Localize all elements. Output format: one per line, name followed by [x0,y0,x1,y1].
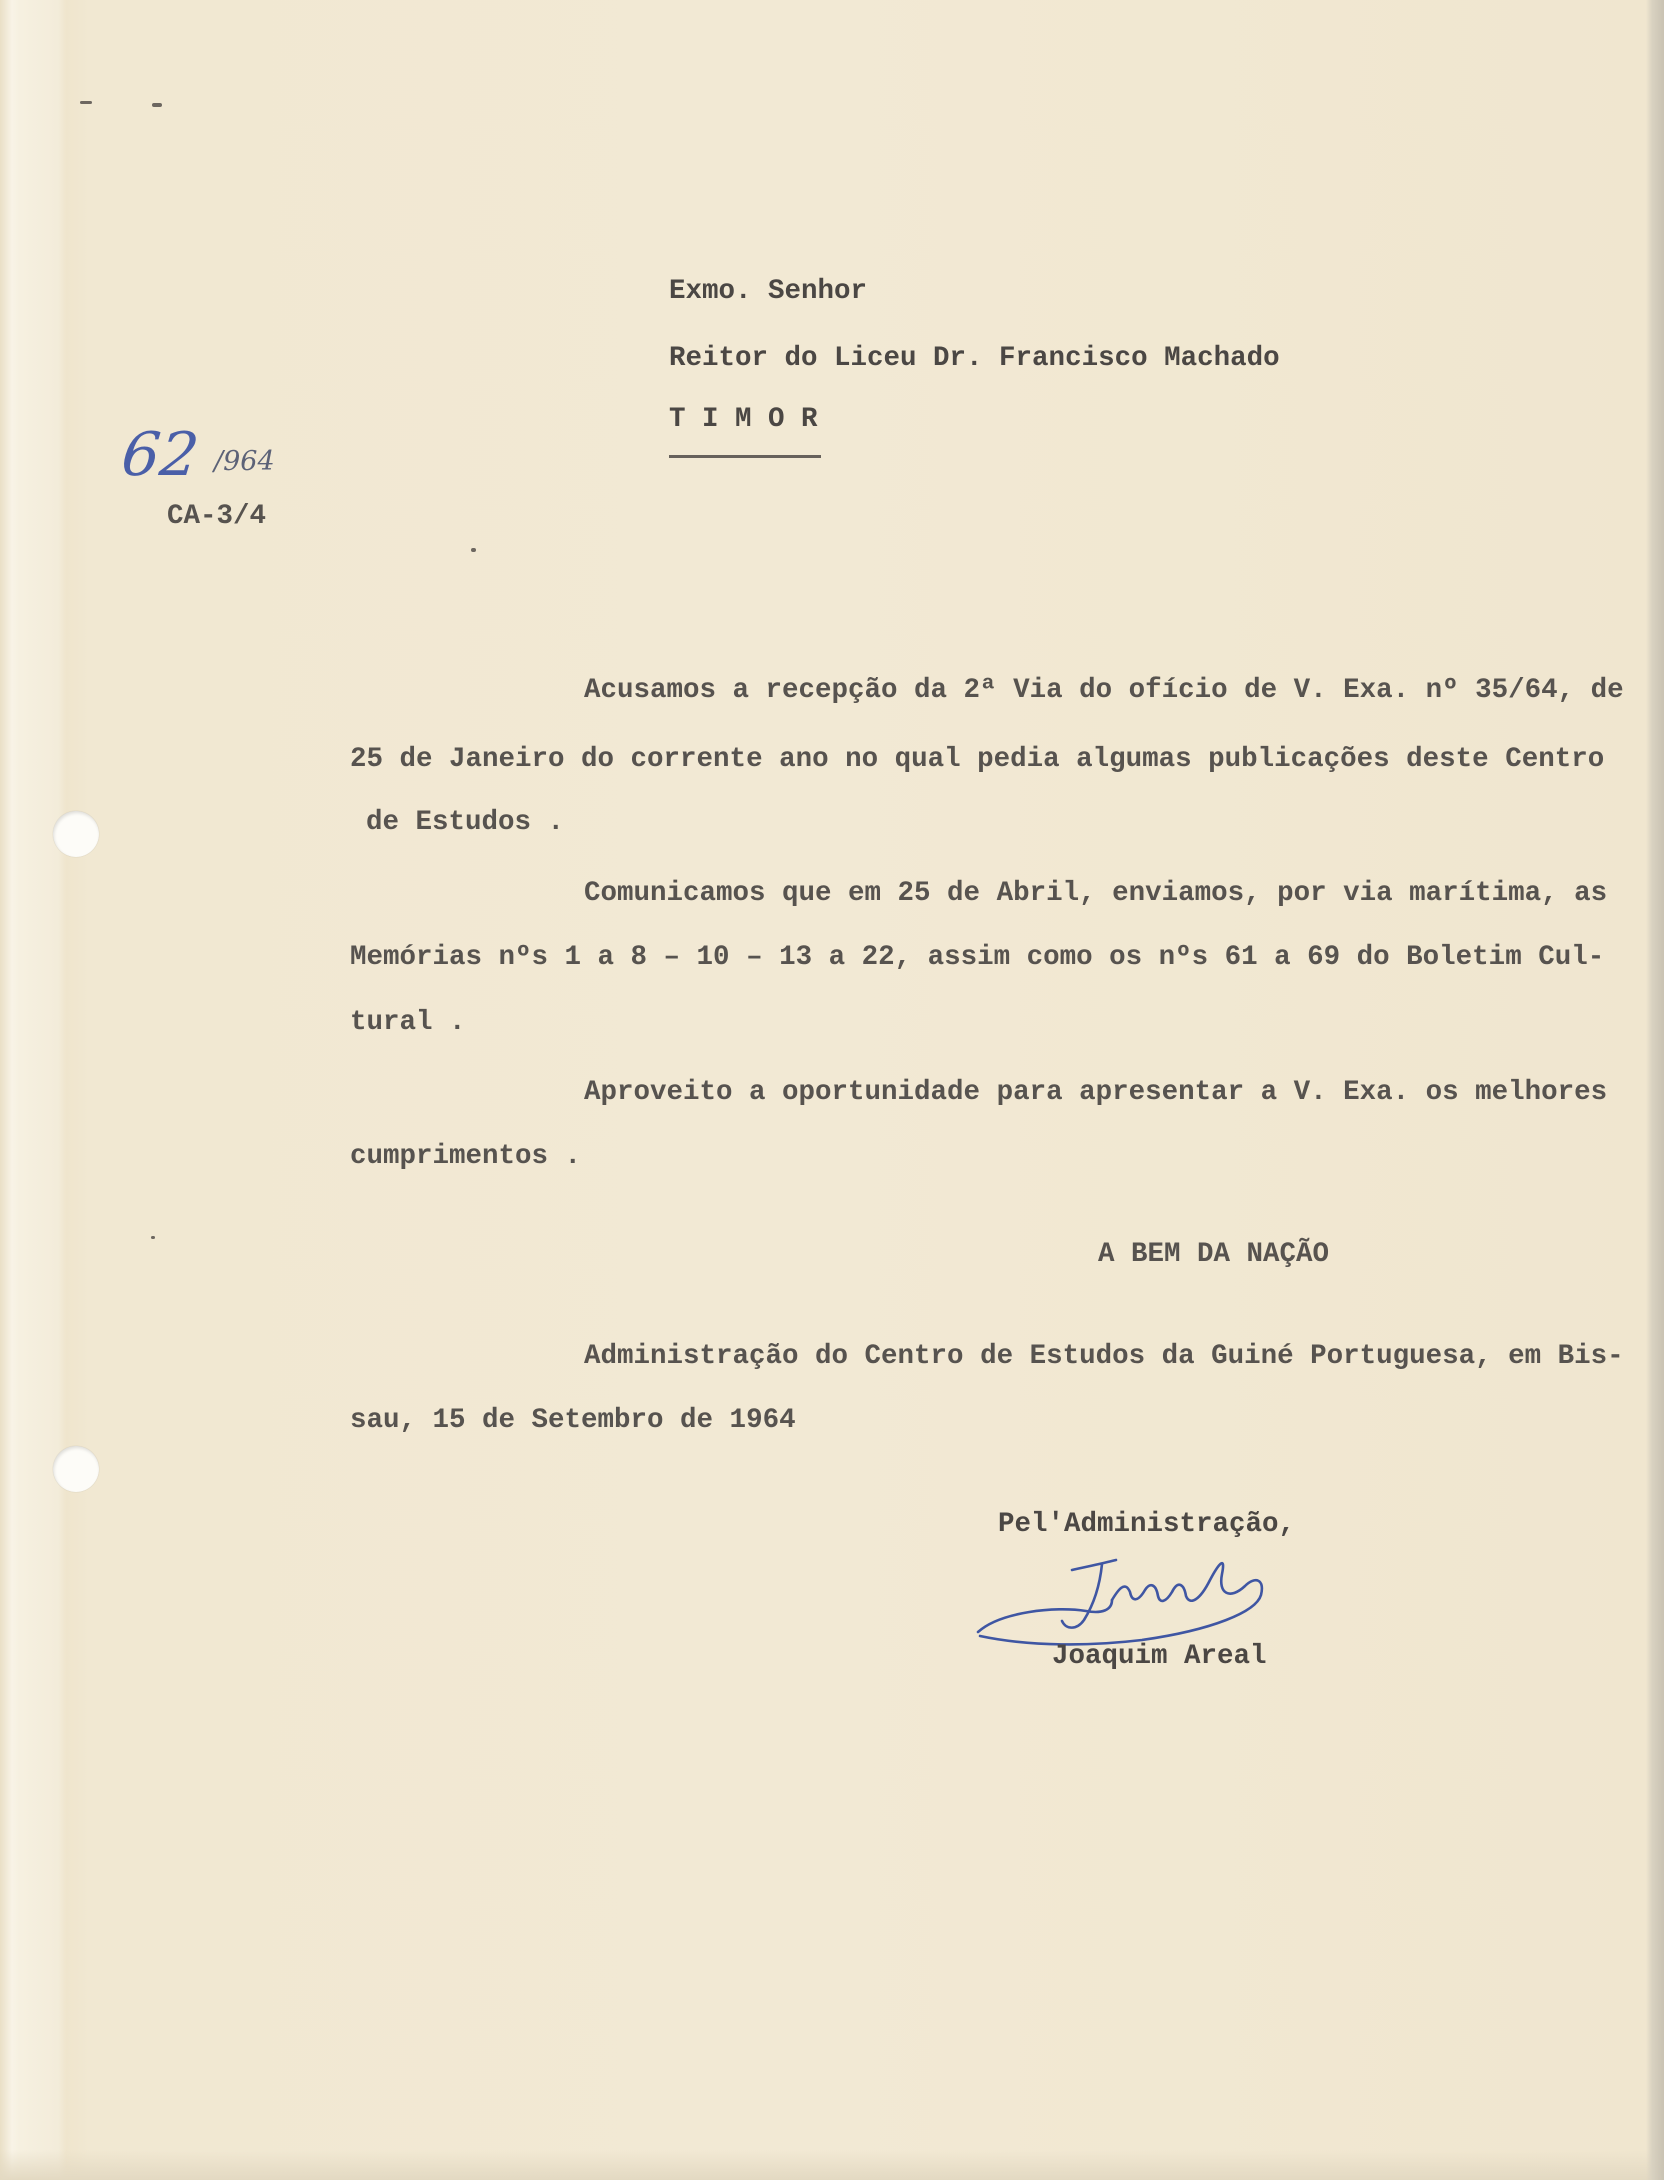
signatory-name: Joaquim Areal [1052,1641,1267,1672]
place-date-line-2: sau, 15 de Setembro de 1964 [350,1405,796,1436]
speck [471,548,476,552]
location: T I M O R [669,404,818,435]
body-line-2: 25 de Janeiro do corrente ano no qual pedia algumas publicações deste Centro [350,744,1605,775]
body-line-8: cumprimentos . [350,1141,582,1172]
reference-year: /964 [214,446,275,477]
reference-code: CA-3/4 [167,501,267,532]
salutation: Exmo. Senhor [669,276,868,307]
body-line-6: tural . [350,1007,466,1038]
body-line-4: Comunicamos que em 25 de Abril, enviamos, por via marítima, as [584,878,1608,909]
body-line-1: Acusamos a recepção da 2ª Via do ofício de V. Exa. nº 35/64, de [584,675,1624,706]
closing-motto: A BEM DA NAÇÃO [1098,1239,1330,1270]
handwritten-number: 62 [118,420,203,490]
signoff: Pel'Administração, [998,1509,1296,1540]
punch-hole-upper [53,811,99,857]
body-line-5: Memórias nºs 1 a 8 – 10 – 13 a 22, assim como os nºs 61 a 69 do Boletim Cul- [350,942,1605,973]
speck [152,103,162,107]
body-line-3: de Estudos . [366,807,565,838]
speck [151,1236,155,1239]
addressee: Reitor do Liceu Dr. Francisco Machado [669,343,1280,374]
body-line-7: Aproveito a oportunidade para apresentar a V. Exa. os melhores [584,1077,1608,1108]
punch-hole-lower [53,1446,99,1492]
speck [80,101,92,104]
place-date-line-1: Administração do Centro de Estudos da Guiné Portuguesa, em Bis- [584,1341,1624,1372]
location-underline [669,455,821,458]
